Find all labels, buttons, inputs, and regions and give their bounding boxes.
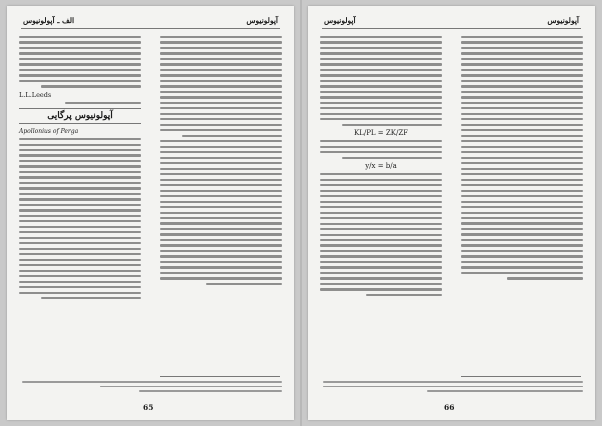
left-page-header-right: آپولونیوس	[246, 16, 278, 25]
left-page-footnote-rule	[160, 376, 280, 377]
right-page	[308, 6, 595, 420]
right-page-left-column	[320, 36, 442, 299]
left-page	[7, 6, 294, 420]
right-page-header-right: آپولونیوس	[547, 16, 579, 25]
book-gutter	[300, 0, 302, 426]
right-page-right-column	[461, 36, 583, 283]
left-page-header-left: الف ـ آپولونیوس	[23, 16, 75, 25]
right-page-header-rule	[322, 28, 581, 29]
left-page-right-column	[160, 36, 282, 288]
left-page-number: 65	[143, 403, 154, 412]
formula-slope: y/x = b/a	[365, 162, 397, 171]
right-page-footnotes	[323, 381, 583, 395]
section-heading-latin: Apollonius of Perga	[19, 128, 79, 136]
right-page-header-left: آپولونیوس	[324, 16, 356, 25]
formula-ratio: KL/PL = ZK/ZF	[353, 129, 409, 138]
right-page-footnote-rule	[461, 376, 581, 377]
right-page-number: 66	[444, 403, 455, 412]
left-page-author-tag: L.L.Leeds	[19, 90, 52, 99]
left-page-header-rule	[21, 28, 280, 29]
left-page-left-column	[19, 36, 141, 303]
left-page-footnotes	[22, 381, 282, 395]
section-heading: آپولونیوس پرگایی	[19, 108, 141, 124]
